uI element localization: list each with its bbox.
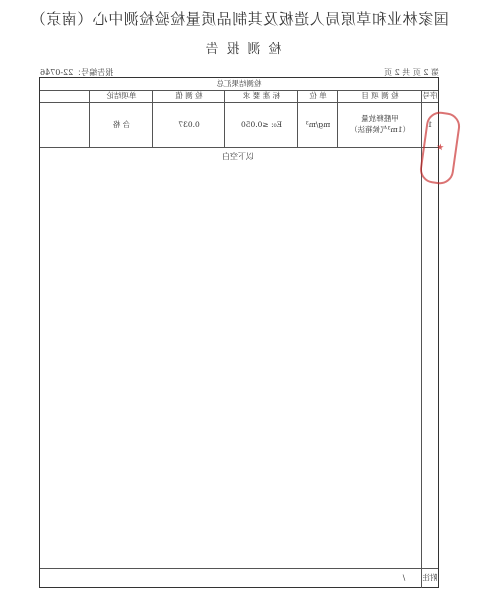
rule-header bbox=[40, 102, 438, 103]
body-rule-left bbox=[421, 147, 422, 568]
summary-title: 检测结果汇总 bbox=[216, 79, 262, 88]
row1-no: 1 bbox=[427, 120, 433, 129]
col-header-requirement: 标 准 要 求 bbox=[242, 91, 281, 100]
report-subtitle: 检测报告 bbox=[197, 42, 282, 57]
seal-star-icon: ★ bbox=[434, 141, 446, 155]
row1-requirement: E₀: ≤0.050 bbox=[240, 120, 283, 129]
rule-remark bbox=[40, 568, 438, 569]
col-header-conclusion: 单项结论 bbox=[106, 91, 137, 100]
col-header-unit: 单 位 bbox=[309, 91, 327, 100]
page-info: 第 2 页 共 2 页 bbox=[384, 68, 439, 77]
row1-item-line2: （1m³气候箱法） bbox=[350, 125, 410, 134]
report-number: 报告编号：22-0746 bbox=[40, 68, 114, 77]
col-header-no: 序号 bbox=[422, 91, 438, 100]
row1-value: 0.037 bbox=[178, 120, 200, 129]
row1-unit: mg/m³ bbox=[305, 120, 331, 129]
remark-label: 附注 bbox=[422, 573, 438, 582]
remark-value: / bbox=[402, 573, 406, 582]
rule-row1 bbox=[40, 147, 438, 148]
results-table bbox=[39, 77, 439, 588]
blank-note: 以下空白 bbox=[222, 152, 254, 161]
col-header-value: 检 测 值 bbox=[175, 91, 203, 100]
row1-conclusion: 合 格 bbox=[112, 120, 131, 129]
col-header-item: 检 测 项 目 bbox=[361, 91, 399, 100]
report-title: 国家林业和草原局人造板及其制品质量检验检测中心（南京） bbox=[30, 10, 449, 28]
row1-item-line1: 甲醛释放量 bbox=[361, 114, 399, 123]
